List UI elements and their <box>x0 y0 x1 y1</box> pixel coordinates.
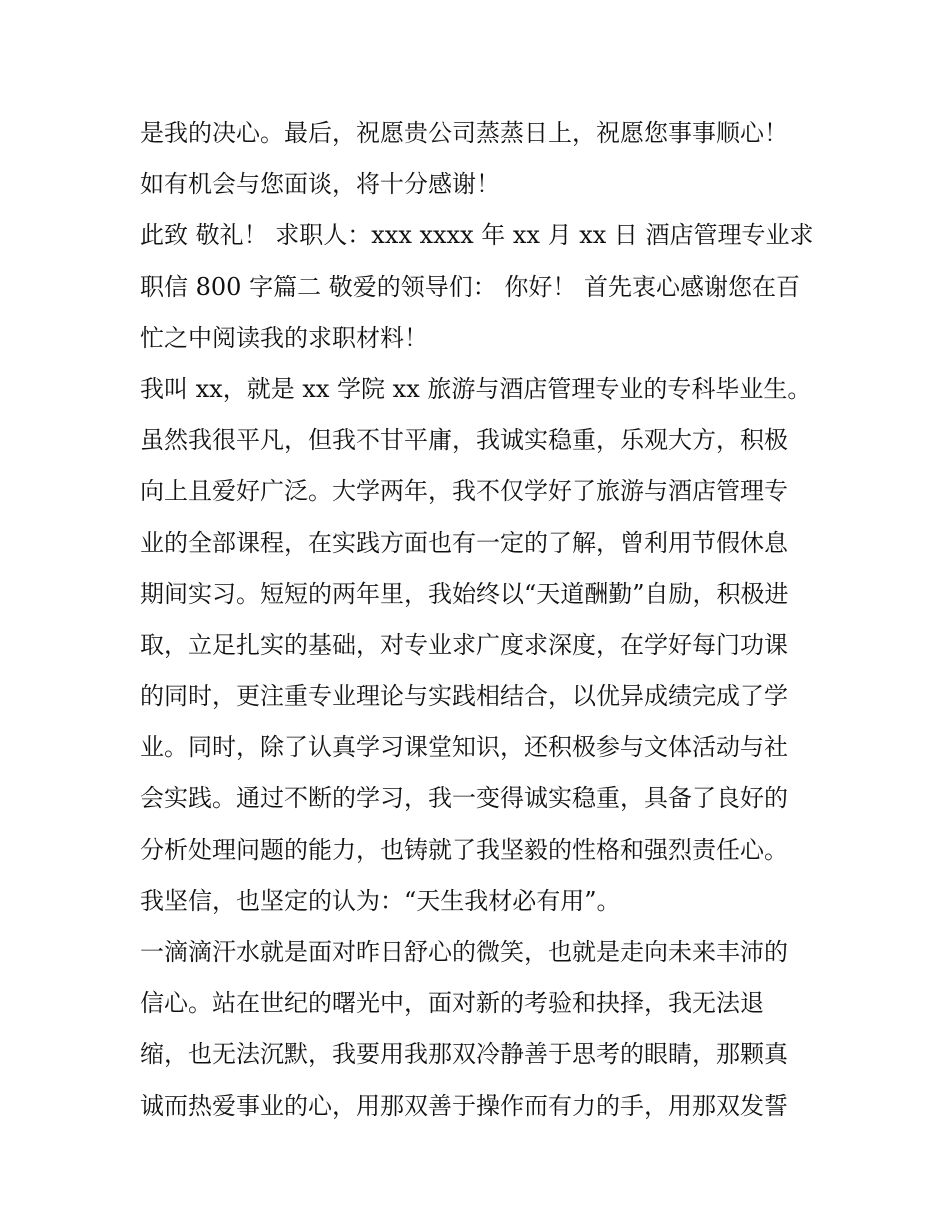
text-line: 此致 敬礼！ 求职人：xxx xxxx 年 xx 月 xx 日 酒店管理专业求 <box>140 221 814 250</box>
text-line: 业的全部课程，在实践方面也有一定的了解，曾利用节假休息 <box>140 528 788 557</box>
text-line: 我叫 xx，就是 xx 学院 xx 旅游与酒店管理专业的专科毕业生。 <box>140 374 812 403</box>
text-line: 的同时，更注重专业理论与实践相结合，以优异成绩完成了学 <box>140 682 788 711</box>
letter-body <box>140 108 830 1132</box>
text-line: 业。同时，除了认真学习课堂知识，还积极参与文体活动与社 <box>140 733 788 762</box>
text-line: 职信 800 字篇二 敬爱的领导们： 你好！ 首先衷心感谢您在百 <box>140 272 800 301</box>
text-line: 诚而热爱事业的心，用那双善于操作而有力的手，用那双发誓 <box>140 1091 788 1120</box>
text-line: 如有机会与您面谈，将十分感谢！ <box>140 170 500 199</box>
text-line: 缩，也无法沉默，我要用我那双冷静善于思考的眼睛，那颗真 <box>140 1040 788 1069</box>
text-line: 会实践。通过不断的学习，我一变得诚实稳重，具备了良好的 <box>140 784 788 813</box>
text-line: 我坚信，也坚定的认为：“天生我材必有用”。 <box>140 886 621 915</box>
text-line: 分析处理问题的能力，也铸就了我坚毅的性格和强烈责任心。 <box>140 835 788 864</box>
text-line: 取，立足扎实的基础，对专业求广度求深度，在学好每门功课 <box>140 630 788 659</box>
text-line: 虽然我很平凡，但我不甘平庸，我诚实稳重，乐观大方，积极 <box>140 426 788 455</box>
text-line: 是我的决心。最后，祝愿贵公司蒸蒸日上，祝愿您事事顺心！ <box>140 119 788 147</box>
text-line: 忙之中阅读我的求职材料！ <box>140 323 428 352</box>
text-line: 期间实习。短短的两年里，我始终以“天道酬勤”自励，积极进 <box>140 579 789 608</box>
text-line: 信心。站在世纪的曙光中，面对新的考验和抉择，我无法退 <box>140 989 764 1018</box>
text-line: 向上且爱好广泛。大学两年，我不仅学好了旅游与酒店管理专 <box>140 477 788 506</box>
text-line: 一滴滴汗水就是面对昨日舒心的微笑，也就是走向未来丰沛的 <box>140 938 788 966</box>
